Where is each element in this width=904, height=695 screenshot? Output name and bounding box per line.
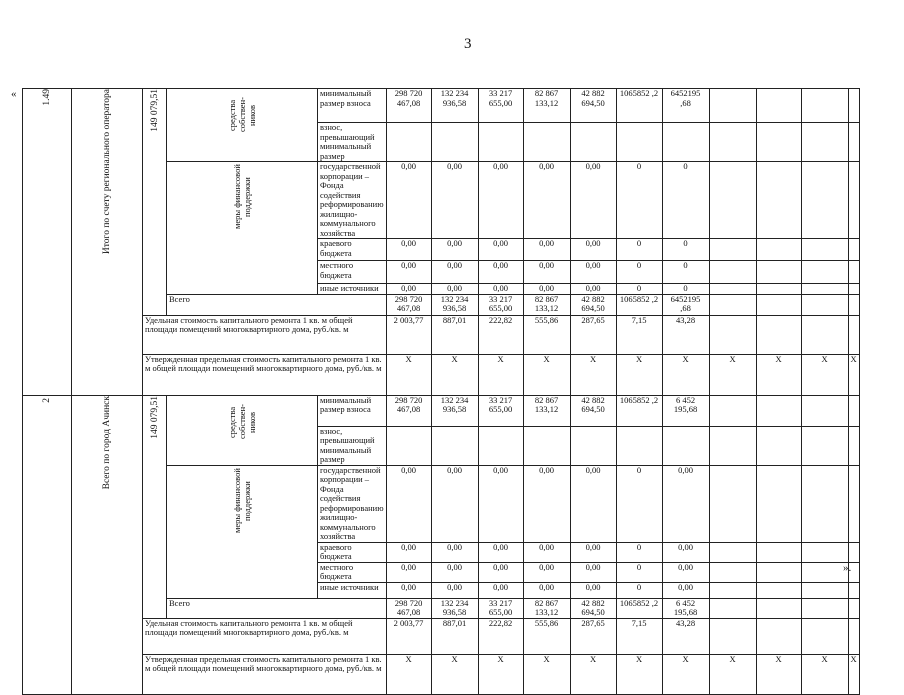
value-cell: 33 217 655,00	[478, 395, 523, 426]
value-cell: 132 234 936,58	[431, 294, 478, 315]
value-cell: 6452195 ,68	[662, 89, 709, 123]
value-cell	[709, 162, 756, 239]
value-cell: Х	[523, 654, 570, 694]
value-cell	[848, 315, 859, 354]
table-row	[23, 315, 860, 354]
value-cell: 0,00	[570, 284, 616, 295]
value-cell: 42 882 694,50	[570, 598, 616, 618]
table-row	[23, 354, 860, 395]
value-cell: 0	[616, 582, 662, 598]
row-number: 1.49	[42, 89, 52, 106]
value-cell	[756, 261, 801, 284]
value-cell: 0,00	[478, 562, 523, 582]
value-cell	[709, 618, 756, 654]
value-cell	[756, 582, 801, 598]
value-cell: 0,00	[386, 261, 431, 284]
closing-quote: ».	[843, 562, 852, 574]
value-cell: 0,00	[478, 261, 523, 284]
value-cell	[709, 598, 756, 618]
value-cell	[848, 562, 859, 582]
value-cell: Х	[662, 654, 709, 694]
value-cell: 0,00	[523, 261, 570, 284]
value-cell	[801, 465, 848, 542]
value-cell: 6 452 195,68	[662, 598, 709, 618]
value-cell: Х	[386, 654, 431, 694]
value-cell: 0,00	[386, 582, 431, 598]
value-cell: Х	[756, 654, 801, 694]
value-cell: 0,00	[523, 465, 570, 542]
value-cell	[570, 426, 616, 465]
value-cell: 0,00	[431, 582, 478, 598]
row-label: Утвержденная предельная стоимость капитального ремонта 1 кв. м общей площади помещений многоквартирного дома, руб./кв. м	[143, 654, 387, 694]
value-cell	[478, 123, 523, 162]
row-number-cell	[23, 89, 72, 396]
value-cell	[848, 426, 859, 465]
row-label: иные источники	[318, 582, 387, 598]
value-cell: Х	[478, 354, 523, 395]
value-cell	[756, 562, 801, 582]
value-cell	[848, 294, 859, 315]
value-cell	[756, 284, 801, 295]
row-name-cell	[72, 395, 143, 694]
row-label: взнос, превышающий минимальный размер	[318, 123, 387, 162]
value-cell: 0,00	[570, 582, 616, 598]
value-cell	[709, 395, 756, 426]
value-cell: 887,01	[431, 618, 478, 654]
table-row	[23, 89, 860, 123]
value-cell: 33 217 655,00	[478, 294, 523, 315]
value-cell	[801, 89, 848, 123]
value-cell: 298 720 467,08	[386, 395, 431, 426]
support-measures-cell	[167, 162, 318, 295]
area-value: 149 079,51	[149, 89, 160, 132]
value-cell: 555,86	[523, 618, 570, 654]
value-cell	[709, 89, 756, 123]
value-cell: 0,00	[386, 239, 431, 261]
value-cell: Х	[848, 654, 859, 694]
value-cell: 0,00	[570, 162, 616, 239]
value-cell: 0,00	[570, 542, 616, 562]
value-cell: 0,00	[570, 239, 616, 261]
value-cell: 0,00	[431, 284, 478, 295]
value-cell	[848, 465, 859, 542]
value-cell: 1065852 ,2	[616, 89, 662, 123]
value-cell: 0,00	[386, 542, 431, 562]
value-cell: Х	[570, 354, 616, 395]
row-label: краевого бюджета	[318, 542, 387, 562]
value-cell	[756, 542, 801, 562]
value-cell	[848, 89, 859, 123]
value-cell: 7,15	[616, 315, 662, 354]
value-cell: 0,00	[478, 542, 523, 562]
value-cell	[848, 284, 859, 295]
value-cell	[570, 123, 616, 162]
value-cell: 0,00	[662, 465, 709, 542]
value-cell	[756, 598, 801, 618]
value-cell: 2 003,77	[386, 618, 431, 654]
value-cell	[801, 618, 848, 654]
value-cell: 1065852 ,2	[616, 395, 662, 426]
row-label: взнос, превышающий минимальный размер	[318, 426, 387, 465]
value-cell	[848, 582, 859, 598]
value-cell	[801, 123, 848, 162]
value-cell: 0	[662, 162, 709, 239]
row-label: краевого бюджета	[318, 239, 387, 261]
value-cell	[431, 123, 478, 162]
value-cell	[801, 426, 848, 465]
value-cell: 7,15	[616, 618, 662, 654]
value-cell: 0,00	[523, 162, 570, 239]
value-cell: 0,00	[523, 284, 570, 295]
value-cell: 222,82	[478, 315, 523, 354]
value-cell: 43,28	[662, 618, 709, 654]
table-row	[23, 618, 860, 654]
value-cell: 0	[616, 562, 662, 582]
value-cell	[709, 284, 756, 295]
row-label: государственной корпорации – Фонда содействия реформированию жилищно-коммунального хозяйства	[318, 162, 387, 239]
row-label: Утвержденная предельная стоимость капитального ремонта 1 кв. м общей площади помещений многоквартирного дома, руб./кв. м	[143, 354, 387, 395]
value-cell: Х	[709, 654, 756, 694]
value-cell: 0,00	[523, 562, 570, 582]
value-cell: 0,00	[431, 162, 478, 239]
value-cell	[848, 542, 859, 562]
value-cell	[523, 426, 570, 465]
value-cell	[616, 426, 662, 465]
value-cell	[756, 465, 801, 542]
value-cell	[756, 89, 801, 123]
value-cell: 0,00	[570, 261, 616, 284]
value-cell: Х	[709, 354, 756, 395]
value-cell	[801, 294, 848, 315]
value-cell	[756, 123, 801, 162]
value-cell: 0	[662, 239, 709, 261]
value-cell: 0,00	[478, 284, 523, 295]
value-cell	[756, 426, 801, 465]
row-number: 2	[42, 397, 52, 403]
value-cell: 222,82	[478, 618, 523, 654]
value-cell	[616, 123, 662, 162]
value-cell: 42 882 694,50	[570, 89, 616, 123]
value-cell	[801, 395, 848, 426]
value-cell: 0,00	[662, 562, 709, 582]
value-cell	[709, 426, 756, 465]
value-cell: Х	[431, 654, 478, 694]
value-cell: Х	[616, 354, 662, 395]
value-cell: 0,00	[386, 465, 431, 542]
row-name: Всего по город Ачинск	[102, 395, 112, 489]
value-cell	[709, 582, 756, 598]
row-label: минимальный размер взноса	[318, 395, 387, 426]
value-cell	[709, 239, 756, 261]
value-cell: Х	[386, 354, 431, 395]
row-label: Удельная стоимость капитального ремонта 1 кв. м общей площади помещений многоквартирного дома, руб./кв. м	[143, 618, 387, 654]
value-cell: 43,28	[662, 315, 709, 354]
value-cell	[709, 315, 756, 354]
value-cell: 0,00	[478, 465, 523, 542]
value-cell: 287,65	[570, 618, 616, 654]
value-cell: 0,00	[523, 239, 570, 261]
value-cell	[801, 598, 848, 618]
value-cell: 0,00	[523, 582, 570, 598]
area-value: 149 079,51	[149, 395, 160, 439]
value-cell: 0	[616, 542, 662, 562]
row-name-cell	[72, 89, 143, 396]
value-cell	[801, 315, 848, 354]
value-cell: 82 867 133,12	[523, 395, 570, 426]
value-cell: 287,65	[570, 315, 616, 354]
financing-table	[22, 88, 860, 695]
value-cell: 0,00	[523, 542, 570, 562]
value-cell	[756, 618, 801, 654]
value-cell	[662, 426, 709, 465]
value-cell: 887,01	[431, 315, 478, 354]
support-measures-label: меры финансовой поддержки	[232, 468, 252, 533]
value-cell	[801, 261, 848, 284]
value-cell: Х	[616, 654, 662, 694]
value-cell: Х	[523, 354, 570, 395]
value-cell	[756, 395, 801, 426]
value-cell: 555,86	[523, 315, 570, 354]
value-cell	[801, 582, 848, 598]
value-cell: Х	[801, 354, 848, 395]
row-label: местного бюджета	[318, 261, 387, 284]
value-cell	[523, 123, 570, 162]
value-cell	[801, 284, 848, 295]
value-cell: 0,00	[431, 542, 478, 562]
row-label: минимальный размер взноса	[318, 89, 387, 123]
value-cell: 0,00	[570, 562, 616, 582]
value-cell: 82 867 133,12	[523, 89, 570, 123]
support-measures-label: меры финансовой поддержки	[232, 164, 252, 230]
value-cell	[431, 426, 478, 465]
value-cell: 42 882 694,50	[570, 395, 616, 426]
value-cell: 132 234 936,58	[431, 89, 478, 123]
value-cell: 0,00	[662, 542, 709, 562]
value-cell	[801, 562, 848, 582]
value-cell: Х	[756, 354, 801, 395]
value-cell	[662, 123, 709, 162]
value-cell	[801, 162, 848, 239]
table-row	[23, 654, 860, 694]
value-cell	[848, 261, 859, 284]
area-cell	[143, 89, 167, 316]
value-cell	[848, 395, 859, 426]
value-cell: 0,00	[570, 465, 616, 542]
value-cell: 298 720 467,08	[386, 294, 431, 315]
value-cell: 132 234 936,58	[431, 598, 478, 618]
value-cell: 0,00	[386, 162, 431, 239]
value-cell: 42 882 694,50	[570, 294, 616, 315]
value-cell	[848, 598, 859, 618]
value-cell: Х	[848, 354, 859, 395]
value-cell	[756, 239, 801, 261]
value-cell: 0,00	[478, 162, 523, 239]
support-measures-cell	[167, 465, 318, 598]
value-cell: 33 217 655,00	[478, 598, 523, 618]
value-cell	[478, 426, 523, 465]
value-cell: 0	[616, 261, 662, 284]
value-cell: Х	[801, 654, 848, 694]
row-label: государственной корпорации – Фонда содействия реформированию жилищно-коммунального хозяйства	[318, 465, 387, 542]
value-cell: 0	[616, 284, 662, 295]
value-cell: 0	[662, 261, 709, 284]
value-cell: 33 217 655,00	[478, 89, 523, 123]
row-label: местного бюджета	[318, 562, 387, 582]
value-cell: 0	[662, 284, 709, 295]
value-cell	[709, 261, 756, 284]
value-cell	[848, 162, 859, 239]
row-label: Всего	[167, 598, 387, 618]
value-cell	[756, 294, 801, 315]
value-cell	[386, 426, 431, 465]
value-cell	[848, 123, 859, 162]
value-cell: 0,00	[386, 284, 431, 295]
value-cell: 82 867 133,12	[523, 294, 570, 315]
value-cell: 132 234 936,58	[431, 395, 478, 426]
owners-funds-label: средства собствен-ников	[227, 97, 257, 133]
value-cell: 0,00	[431, 261, 478, 284]
value-cell	[756, 162, 801, 239]
value-cell	[801, 239, 848, 261]
value-cell	[709, 465, 756, 542]
value-cell: 298 720 467,08	[386, 598, 431, 618]
value-cell: 0,00	[431, 239, 478, 261]
value-cell	[848, 239, 859, 261]
value-cell: Х	[431, 354, 478, 395]
value-cell: 0	[616, 239, 662, 261]
opening-quote: «	[11, 88, 17, 100]
value-cell: 0	[616, 465, 662, 542]
value-cell	[709, 562, 756, 582]
value-cell: Х	[478, 654, 523, 694]
row-label: иные источники	[318, 284, 387, 295]
value-cell: 0,00	[478, 582, 523, 598]
value-cell	[709, 542, 756, 562]
value-cell: 1065852 ,2	[616, 294, 662, 315]
value-cell: 0,00	[431, 562, 478, 582]
value-cell	[709, 294, 756, 315]
value-cell: 2 003,77	[386, 315, 431, 354]
page-number: 3	[464, 36, 472, 52]
value-cell: 6 452 195,68	[662, 395, 709, 426]
owners-funds-cell	[167, 89, 318, 162]
owners-funds-label: средства собствен-ников	[227, 404, 257, 439]
value-cell: Х	[662, 354, 709, 395]
row-label: Всего	[167, 294, 387, 315]
value-cell	[709, 123, 756, 162]
value-cell: 0	[616, 162, 662, 239]
value-cell: 6452195 ,68	[662, 294, 709, 315]
value-cell: 0,00	[431, 465, 478, 542]
value-cell: Х	[570, 654, 616, 694]
area-cell	[143, 395, 167, 618]
value-cell	[801, 542, 848, 562]
row-label: Удельная стоимость капитального ремонта 1 кв. м общей площади помещений многоквартирного дома, руб./кв. м	[143, 315, 387, 354]
value-cell: 298 720 467,08	[386, 89, 431, 123]
value-cell: 0,00	[478, 239, 523, 261]
value-cell: 1065852 ,2	[616, 598, 662, 618]
table-row	[23, 395, 860, 426]
owners-funds-cell	[167, 395, 318, 465]
value-cell: 0,00	[386, 562, 431, 582]
value-cell: 82 867 133,12	[523, 598, 570, 618]
value-cell	[848, 618, 859, 654]
value-cell: 0,00	[662, 582, 709, 598]
row-number-cell	[23, 395, 72, 694]
value-cell	[756, 315, 801, 354]
row-name: Итого по счету регионального оператора	[102, 89, 112, 255]
value-cell	[386, 123, 431, 162]
